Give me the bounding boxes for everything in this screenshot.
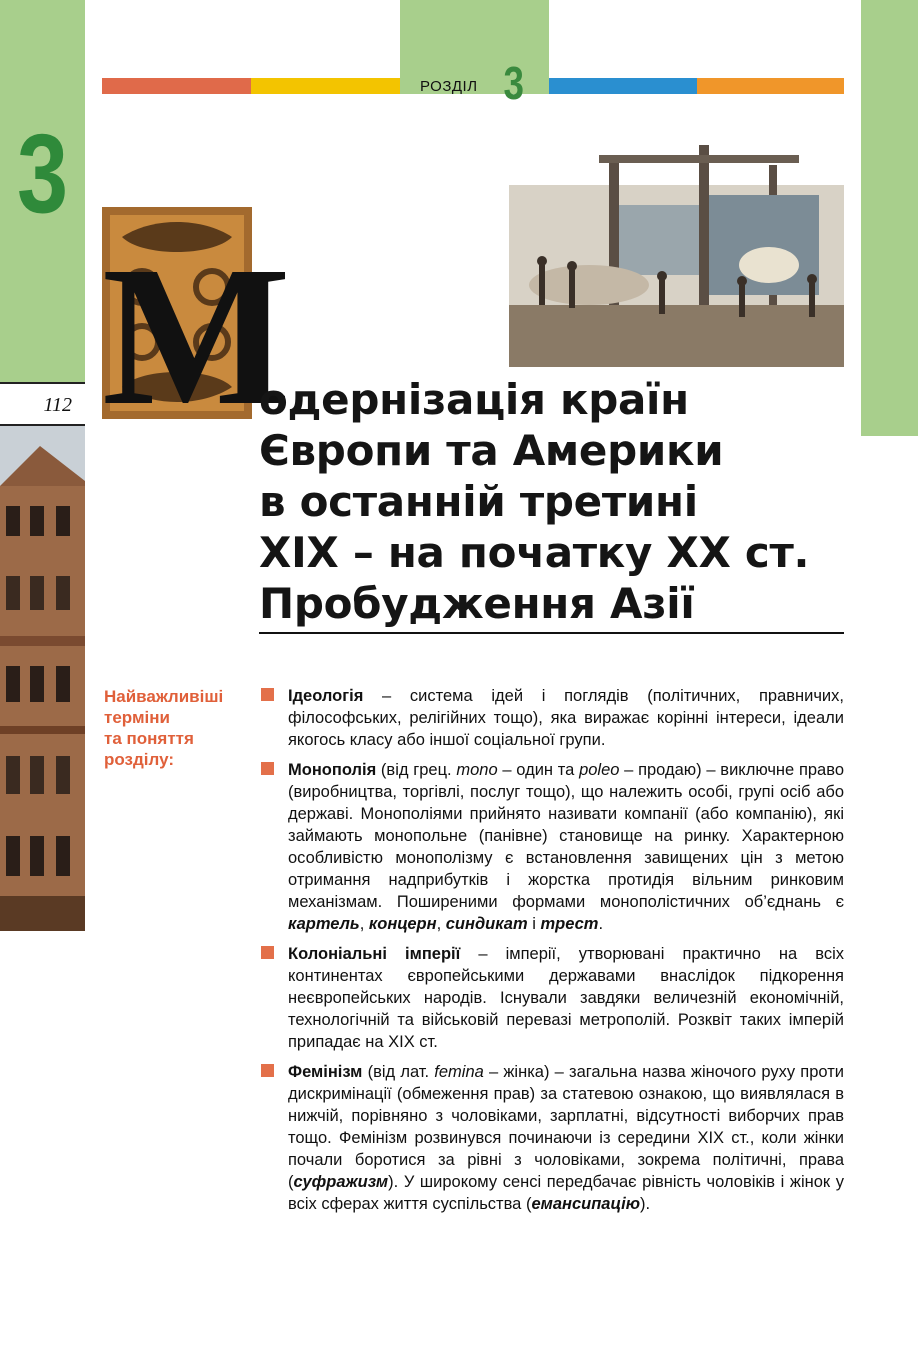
factory-illustration: [509, 115, 844, 367]
key-terms-heading: [104, 686, 249, 770]
title-line: в останній третині: [259, 477, 698, 526]
term-text: – один та: [497, 761, 580, 779]
term-text: .: [598, 915, 604, 933]
term-colonial-empires: [260, 943, 844, 1053]
building-photo: [0, 426, 85, 931]
color-bar-segment: [697, 78, 844, 94]
chapter-word: РОЗДІЛ: [420, 78, 478, 95]
term-subterm: емансипацію: [531, 1195, 641, 1213]
term-subterm: концерн: [368, 915, 437, 933]
term-subterm: синдикат: [445, 915, 528, 933]
term-definition: – імперії, утворювані практично на всіх континентах європейськими державами внаслідок підкорення неєвропейських народів. Існували завдяки величезній економічній, технологічній та військовій перевазі метрополій. Розквіт таких імперій припадає на ХІХ ст.: [288, 945, 844, 1051]
term-name: Колоніальні імперії: [288, 945, 461, 963]
term-ideology: [260, 685, 844, 751]
term-subterm: суфражизм: [293, 1173, 389, 1191]
term-text: (від лат.: [362, 1063, 435, 1081]
term-etymology: poleo: [579, 761, 620, 779]
term-text: і: [527, 915, 541, 933]
drop-cap-letter: М: [102, 226, 291, 447]
terms-list: [260, 685, 844, 1223]
term-text: (від грец.: [376, 761, 457, 779]
left-chapter-number: 3: [16, 111, 69, 236]
bullet-square: [261, 688, 274, 701]
term-subterm: трест: [540, 915, 599, 933]
term-text: – продаю) – виключне право (виробництва, торгівлі, послуг тощо), що належить особі, групі осіб або державі. Монополіями прийнято називати компанії (або компанію), які займають монопольне (панівне) становище на ринку. Характерною особливістю монополізму є встановлення завищених цін з метою отримання надприбутків і жорстка протидія вільним ринковим механізмам. Поширеними формами монополістичних об’єднань є: [288, 761, 844, 911]
term-text: ). У широкому сенсі передбачає рівність чоловіків і жінок у всіх сферах життя суспільства (: [288, 1173, 844, 1213]
chapter-number: 3: [503, 57, 525, 109]
title-line: Пробудження Азії: [259, 579, 695, 628]
term-name: Ідеологія: [288, 687, 364, 705]
term-monopoly: [260, 759, 844, 935]
term-etymology: mono: [456, 761, 498, 779]
title-line: ХІХ – на початку ХХ ст.: [259, 528, 810, 577]
heading-line: розділу:: [104, 750, 174, 769]
bullet-square: [261, 1064, 274, 1077]
term-name: Монополія: [288, 761, 377, 779]
title-line: одернізація країн: [259, 375, 689, 424]
drop-cap: [102, 207, 291, 447]
page-number-rule-top: [0, 382, 85, 384]
term-text: ).: [640, 1195, 651, 1213]
chapter-title: [259, 374, 849, 629]
term-subterm: картель: [288, 915, 360, 933]
color-bar-segment: [251, 78, 400, 94]
term-text: ,: [436, 915, 446, 933]
chapter-label: [400, 57, 549, 109]
right-chapter-band: [861, 0, 918, 436]
page-number: 112: [43, 394, 72, 416]
term-text: – жінка) – загальна назва жіночого руху проти дискримінації (обмеження прав) за статевою ознакою, що виявлялася в нижчій, порівняно з чоловіками, зарплатні, відсутності виборчих прав тощо. Фемінізм розвинувся починаючи із середини ХІХ ст., коли жінки почали боротися за рівні з чоловіками, зокрема політичні, права (: [288, 1063, 844, 1191]
color-bar-segment: [102, 78, 251, 94]
term-name: Фемінізм: [288, 1063, 363, 1081]
title-rule: [259, 632, 844, 634]
term-etymology: femina: [434, 1063, 484, 1081]
heading-line: терміни: [104, 708, 170, 727]
bullet-square: [261, 762, 274, 775]
heading-line: та поняття: [104, 729, 194, 748]
term-feminism: [260, 1061, 844, 1215]
title-line: Європи та Америки: [259, 426, 724, 475]
bullet-square: [261, 946, 274, 959]
term-text: ,: [359, 915, 369, 933]
heading-line: Найважливіші: [104, 687, 224, 706]
color-bar-segment: [549, 78, 697, 94]
term-definition: – система ідей і поглядів (політичних, правничих, філософських, релігійних тощо), яка виражає корінні інтереси, ідеали якогось класу або іншої соціальної групи.: [288, 687, 844, 749]
